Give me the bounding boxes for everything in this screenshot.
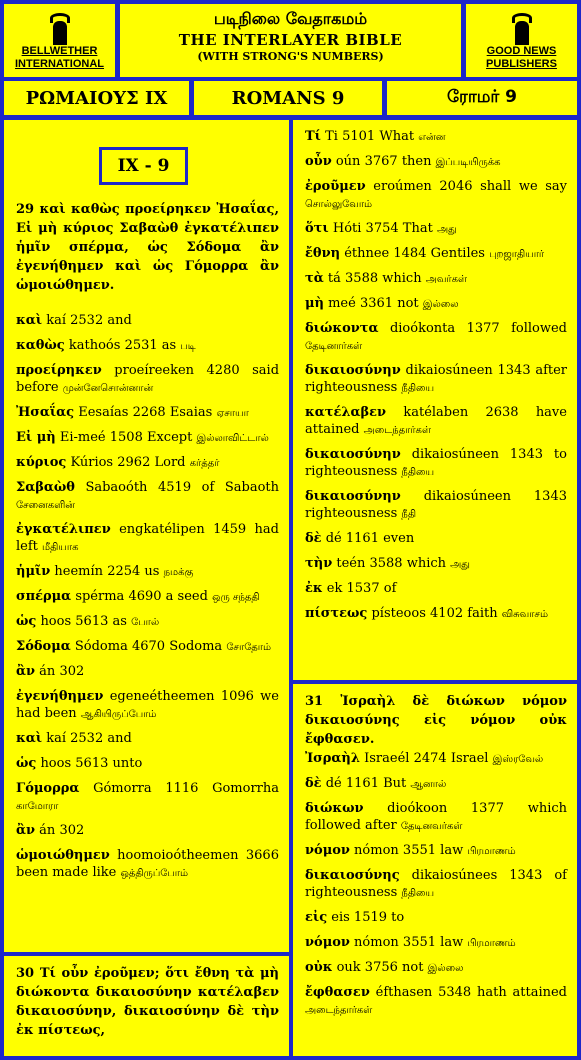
word-entry [305, 775, 567, 793]
entry-english: have attained [305, 405, 567, 437]
entry-english: of Sabaoth [201, 480, 279, 495]
entry-tamil: காமோரா [16, 801, 59, 812]
entry-translit: proeíreeken [114, 363, 195, 378]
entry-strongs-number: 1343 [509, 447, 543, 462]
book-greek: ΡΩΜΑΙΟΥΣ IX [4, 81, 189, 115]
entry-english: as [161, 338, 177, 353]
entry-strongs-number: 4280 [206, 363, 240, 378]
entry-translit: eroúmen [373, 179, 432, 194]
entry-tamil: நீதியை [401, 383, 435, 394]
entry-tamil: ஆகியிருப்போம் [80, 709, 157, 720]
word-entry [16, 429, 279, 447]
entry-english: faith [467, 606, 498, 621]
entry-strongs-number: 2532 [70, 313, 104, 328]
word-entry [305, 220, 567, 238]
word-entry [16, 730, 279, 748]
entry-greek: ἐκ [305, 581, 323, 596]
entry-english: Israel [450, 751, 489, 766]
entry-translit: án [39, 664, 56, 679]
bellwether-logo [4, 4, 115, 77]
entry-tamil: நமக்கு [163, 567, 194, 578]
bell-icon [47, 11, 73, 45]
entry-greek: ἡμῖν [16, 564, 51, 579]
entry-strongs-number: 3361 [359, 296, 394, 311]
entry-greek: δικαιοσύνης [305, 868, 400, 883]
entry-strongs-number: 2268 [132, 405, 166, 420]
entry-translit: ouk [336, 960, 361, 975]
word-entry [16, 362, 279, 397]
entry-tamil: அது [436, 224, 457, 235]
entry-translit: éthnee [344, 246, 390, 261]
word-entry [305, 362, 567, 397]
verse-29-entries [16, 312, 279, 889]
left-logo-line-1: BELLWETHER [21, 44, 98, 57]
entry-strongs-number: 1116 [165, 781, 199, 796]
entry-english: not [402, 960, 424, 975]
entry-strongs-number: 3666 [245, 848, 279, 863]
word-entry [305, 270, 567, 288]
entry-english: to righteousness [305, 447, 567, 479]
entry-english: Sodoma [169, 639, 223, 654]
entry-translit: tá [327, 271, 341, 286]
verse-29-panel [4, 120, 289, 952]
entry-tamil: இல்லை [422, 299, 459, 310]
word-entry [16, 563, 279, 581]
entry-greek: δικαιοσύνην [305, 447, 401, 462]
entry-greek: καὶ [16, 731, 43, 746]
entry-strongs-number: 4102 [430, 606, 464, 621]
word-entry [305, 842, 567, 860]
left-logo-line-2: INTERNATIONAL [14, 57, 104, 70]
entry-english: unto [112, 756, 143, 771]
word-entry [16, 454, 279, 472]
word-entry [305, 867, 567, 902]
right-logo-line-1: GOOD NEWS [486, 44, 557, 57]
entry-translit: písteoos [371, 606, 426, 621]
entry-english: But [383, 776, 407, 791]
entry-english: we had been [16, 689, 279, 721]
title-tamil: படிநிலை வேதாகமம் [213, 9, 368, 28]
word-entry [16, 312, 279, 330]
entry-greek: μὴ [305, 296, 324, 311]
entry-greek: τὰ [305, 271, 324, 286]
entry-tamil: அடைந்தார்கள் [363, 425, 431, 436]
entry-translit: heemín [54, 564, 104, 579]
entry-tamil: இல்லாவிட்டால் [196, 433, 269, 444]
entry-greek: διώκων [305, 801, 364, 816]
entry-english: us [144, 564, 160, 579]
word-entry [305, 245, 567, 263]
word-entry [305, 404, 567, 439]
entry-english: as [112, 614, 127, 629]
word-entry [305, 750, 567, 768]
entry-tamil: இப்படியிருக்க [435, 157, 501, 168]
entry-greek: ἐγκατέλιπεν [16, 522, 111, 537]
entry-greek: ἂν [16, 664, 36, 679]
entry-greek: σπέρμα [16, 589, 72, 604]
word-entry [16, 337, 279, 355]
entry-translit: Gómorra [93, 781, 152, 796]
word-entry [16, 638, 279, 656]
entry-strongs-number: 1096 [220, 689, 254, 704]
word-entry [305, 605, 567, 623]
verse-31-panel [293, 684, 577, 1056]
word-entry [16, 780, 279, 815]
word-entry [305, 295, 567, 313]
entry-tamil: முன்னேசொன்னான் [62, 383, 154, 394]
word-entry [16, 822, 279, 840]
verse-30-entries-panel [293, 120, 577, 680]
entry-strongs-number: 302 [59, 823, 85, 838]
entry-strongs-number: 3551 [402, 935, 437, 950]
entry-tamil: புறஜாதியார் [489, 249, 545, 260]
entry-strongs-number: 2254 [107, 564, 141, 579]
entry-english: even [383, 531, 415, 546]
entry-strongs-number: 2962 [117, 455, 151, 470]
entry-translit: Kúrios [70, 455, 114, 470]
entry-translit: teén [336, 556, 366, 571]
entry-translit: Sódoma [74, 639, 128, 654]
entry-translit: Eesaías [78, 405, 129, 420]
entry-translit: engkatélipen [119, 522, 205, 537]
entry-greek: ἐροῦμεν [305, 179, 366, 194]
title-block [120, 4, 461, 77]
entry-tamil: நீதியை [401, 888, 435, 899]
entry-greek: νόμον [305, 935, 350, 950]
word-entry [305, 446, 567, 481]
entry-tamil: அவர்கள் [425, 274, 468, 285]
entry-translit: kaí [46, 313, 66, 328]
entry-strongs-number: 1537 [346, 581, 380, 596]
entry-translit: dikaiosúneen [411, 447, 499, 462]
verse-30-entries [305, 128, 567, 630]
word-entry [305, 178, 567, 213]
entry-translit: egeneétheemen [109, 689, 215, 704]
entry-strongs-number: 3767 [364, 154, 398, 169]
word-entry [16, 688, 279, 723]
entry-tamil: நீதியை [401, 467, 435, 478]
entry-translit: meé [328, 296, 356, 311]
entry-translit: kathoós [68, 338, 121, 353]
book-english: ROMANS 9 [194, 81, 382, 115]
entry-strongs-number: 3551 [402, 843, 437, 858]
entry-english: followed [511, 321, 568, 336]
entry-translit: Israeél [364, 751, 410, 766]
entry-tamil: ஆனால் [410, 779, 447, 790]
entry-translit: dikaiosúneen [405, 363, 493, 378]
verse-31-entries [305, 750, 567, 1026]
entry-greek: ἔφθασεν [305, 985, 370, 1000]
entry-greek: καθὼς [16, 338, 65, 353]
entry-english: had left [16, 522, 279, 554]
entry-english: to [391, 910, 405, 925]
word-entry [16, 479, 279, 514]
entry-english: That [402, 221, 433, 236]
entry-translit: spérma [75, 589, 125, 604]
entry-strongs-number: 2638 [485, 405, 519, 420]
entry-strongs-number: 3588 [369, 556, 403, 571]
entry-greek: οὐκ [305, 960, 333, 975]
entry-translit: nómon [354, 843, 399, 858]
entry-strongs-number: 1484 [393, 246, 427, 261]
entry-english: shall we say [480, 179, 568, 194]
entry-translit: Ei-meé [59, 430, 106, 445]
entry-translit: eis [331, 910, 350, 925]
word-entry [305, 800, 567, 835]
chapter-label: IX - 9 [99, 147, 188, 185]
entry-tamil: சோதோம் [226, 642, 272, 653]
entry-greek: δὲ [305, 776, 322, 791]
entry-strongs-number: 5613 [75, 614, 109, 629]
entry-english: Lord [154, 455, 186, 470]
entry-tamil: அது [450, 559, 470, 570]
entry-strongs-number: 302 [59, 664, 85, 679]
verse-31-text: 31 Ἰσραὴλ δὲ διώκων νόμον δικαιοσύνης εἰς νόμον οὐκ ἔφθασεν. [305, 694, 567, 747]
entry-english: righteousness [305, 506, 398, 521]
entry-tamil: ஏசாயா [216, 408, 249, 419]
entry-strongs-number: 1161 [345, 776, 379, 791]
entry-tamil: கர்த்தர் [189, 458, 220, 469]
entry-tamil: சேனைகளின் [16, 500, 75, 511]
word-entry [305, 153, 567, 171]
entry-greek: διώκοντα [305, 321, 379, 336]
entry-english: and [107, 731, 132, 746]
entry-greek: Τί [305, 129, 321, 144]
entry-strongs-number: 5613 [75, 756, 109, 771]
verse-30-text: 30 Τί οὖν ἐροῦμεν; ὅτι ἔθνη τὰ μὴ διώκοντα δικαιοσύνην κατέλαβεν δικαιοσύνην, δικαιοσύνην δὲ τὴν ἐκ πίστεως, [16, 966, 279, 1038]
entry-greek: Ἠσαΐας [16, 405, 75, 420]
word-entry [16, 613, 279, 631]
entry-greek: εἰς [305, 910, 328, 925]
verse-29-text: 29 καὶ καθὼς προείρηκεν Ἠσαΐας, Εἰ μὴ κύριος Σαβαὼθ ἐγκατέλιπεν ἡμῖν σπέρμα, ὡς Σόδομα ἂν ἐγενήθημεν καὶ ὡς Γόμορρα ἂν ὡμοιώθημεν. [16, 202, 279, 293]
entry-translit: dioókoon [387, 801, 448, 816]
entry-translit: hoomoioótheemen [117, 848, 239, 863]
entry-tamil: பிரமாணம் [467, 846, 516, 857]
entry-translit: dikaiosúneen [423, 489, 511, 504]
entry-strongs-number: 1343 [533, 489, 567, 504]
word-entry [305, 959, 567, 977]
entry-greek: Ἰσραὴλ [305, 751, 360, 766]
entry-translit: dé [325, 776, 342, 791]
entry-strongs-number: 2046 [439, 179, 473, 194]
entry-translit: ek [326, 581, 343, 596]
verse-30-panel [4, 956, 289, 1056]
title-english: THE INTERLAYER BIBLE [178, 31, 403, 49]
entry-tamil: இல்லை [427, 963, 464, 974]
entry-translit: Sabaoóth [85, 480, 148, 495]
entry-english: a seed [165, 589, 208, 604]
word-entry [305, 984, 567, 1019]
entry-tamil: போல் [131, 617, 160, 628]
entry-tamil: நீதி [401, 509, 417, 520]
entry-translit: dioókonta [389, 321, 456, 336]
word-entry [305, 909, 567, 927]
entry-english: after righteousness [305, 363, 568, 395]
entry-strongs-number: 2474 [413, 751, 447, 766]
entry-strongs-number: 5101 [342, 129, 376, 144]
entry-strongs-number: 5348 [438, 985, 472, 1000]
entry-english: Gomorrha [212, 781, 280, 796]
entry-tamil: பிரமாணம் [467, 938, 516, 949]
entry-greek: ὅτι [305, 221, 329, 236]
entry-english: Gentiles [430, 246, 485, 261]
entry-greek: προείρηκεν [16, 363, 102, 378]
entry-tamil: சொல்லுவோம் [305, 199, 373, 210]
entry-english: and [107, 313, 132, 328]
entry-strongs-number: 1508 [109, 430, 143, 445]
entry-translit: hoos [40, 756, 72, 771]
entry-english: Except [146, 430, 193, 445]
entry-translit: Hóti [332, 221, 362, 236]
word-entry [16, 755, 279, 773]
entry-strongs-number: 4690 [128, 589, 162, 604]
entry-strongs-number: 1343 [509, 868, 543, 883]
entry-greek: κύριος [16, 455, 67, 470]
entry-english: which [406, 556, 447, 571]
entry-greek: Σαβαὼθ [16, 480, 75, 495]
entry-greek: Γόμορρα [16, 781, 80, 796]
entry-strongs-number: 3588 [345, 271, 379, 286]
entry-greek: ὡς [16, 756, 37, 771]
entry-english: of righteousness [305, 868, 567, 900]
entry-strongs-number: 1377 [470, 801, 504, 816]
entry-translit: nómon [354, 935, 399, 950]
entry-translit: kaí [46, 731, 66, 746]
entry-translit: katélaben [403, 405, 469, 420]
entry-greek: δὲ [305, 531, 322, 546]
entry-tamil: விசுவாசம் [501, 609, 549, 620]
entry-greek: πίστεως [305, 606, 368, 621]
entry-translit: Ti [325, 129, 338, 144]
entry-english: then [401, 154, 432, 169]
entry-tamil: என்ன [418, 132, 446, 143]
entry-strongs-number: 2532 [70, 731, 104, 746]
entry-english: said before [16, 363, 280, 395]
entry-tamil: ஒரு சந்ததி [212, 592, 260, 603]
entry-greek: δικαιοσύνην [305, 489, 401, 504]
entry-translit: dikaiosúnees [411, 868, 498, 883]
word-entry [305, 488, 567, 523]
entry-greek: Εἰ μὴ [16, 430, 56, 445]
entry-translit: án [39, 823, 56, 838]
entry-greek: ἔθνη [305, 246, 341, 261]
entry-english: been made like [16, 865, 117, 880]
entry-english: hath attained [476, 985, 567, 1000]
word-entry [305, 320, 567, 355]
entry-greek: καὶ [16, 313, 43, 328]
entry-translit: éfthasen [375, 985, 433, 1000]
entry-translit: hoos [40, 614, 72, 629]
entry-greek: ἂν [16, 823, 36, 838]
word-entry [16, 404, 279, 422]
word-entry [305, 530, 567, 548]
figure-icon [509, 11, 535, 45]
entry-english: What [379, 129, 415, 144]
entry-translit: oún [335, 154, 361, 169]
entry-tamil: ஒத்திருப்போம் [120, 868, 189, 879]
entry-strongs-number: 1459 [213, 522, 247, 537]
entry-greek: κατέλαβεν [305, 405, 387, 420]
right-logo-line-2: PUBLISHERS [486, 57, 557, 70]
entry-english: of [383, 581, 397, 596]
entry-greek: Σόδομα [16, 639, 71, 654]
word-entry [16, 847, 279, 882]
good-news-logo [466, 4, 577, 77]
entry-english: law [440, 843, 464, 858]
entry-strongs-number: 2531 [124, 338, 158, 353]
entry-strongs-number: 1161 [345, 531, 379, 546]
entry-tamil: மீதியாக [42, 542, 79, 553]
entry-strongs-number: 1377 [466, 321, 500, 336]
word-entry [16, 521, 279, 556]
entry-english: which [382, 271, 422, 286]
entry-tamil: தேடினவர்கள் [400, 821, 463, 832]
book-tamil: ரோமர் 9 [387, 81, 577, 115]
word-entry [305, 555, 567, 573]
entry-strongs-number: 1343 [497, 363, 531, 378]
entry-tamil: படி [180, 341, 196, 352]
entry-english: Esaias [169, 405, 213, 420]
entry-greek: ἐγενήθημεν [16, 689, 104, 704]
word-entry [305, 580, 567, 598]
entry-greek: τὴν [305, 556, 333, 571]
entry-strongs-number: 3756 [364, 960, 398, 975]
entry-tamil: இஸ்ரவேல் [492, 754, 544, 765]
entry-english: law [440, 935, 464, 950]
entry-english: which followed after [305, 801, 567, 833]
word-entry [305, 934, 567, 952]
entry-tamil: தேடினார்கள் [305, 341, 363, 352]
entry-english: not [397, 296, 419, 311]
word-entry [16, 663, 279, 681]
entry-greek: οὖν [305, 154, 332, 169]
word-entry [16, 588, 279, 606]
entry-greek: νόμον [305, 843, 350, 858]
entry-strongs-number: 4670 [131, 639, 166, 654]
entry-greek: ὡμοιώθημεν [16, 848, 110, 863]
title-subtitle: (WITH STRONG'S NUMBERS) [197, 50, 384, 63]
entry-greek: ὡς [16, 614, 37, 629]
entry-greek: δικαιοσύνην [305, 363, 401, 378]
entry-strongs-number: 1519 [353, 910, 388, 925]
word-entry [305, 128, 567, 146]
entry-strongs-number: 4519 [158, 480, 192, 495]
entry-tamil: அடைந்தார்கள் [305, 1005, 373, 1016]
entry-translit: dé [325, 531, 342, 546]
entry-strongs-number: 3754 [365, 221, 399, 236]
